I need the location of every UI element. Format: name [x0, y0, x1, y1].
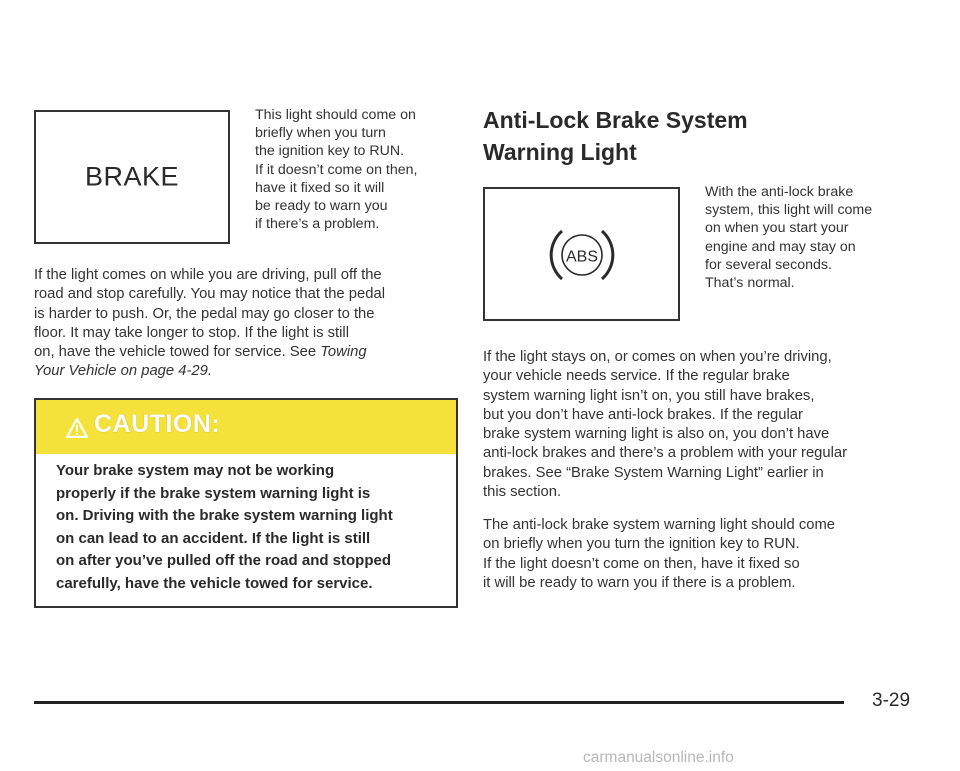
- cross-reference: Towing: [320, 344, 367, 361]
- abs-paragraph-1: [483, 348, 928, 502]
- caution-text: [56, 460, 446, 595]
- text-line: this section.: [483, 484, 562, 501]
- text-line: properly if the brake system warning light is: [56, 484, 371, 502]
- warning-triangle-icon: [66, 418, 88, 438]
- brake-paragraph: [34, 266, 464, 382]
- text-line: but you don’t have anti-lock brakes. If the regular: [483, 406, 803, 423]
- text-line: if there’s a problem.: [255, 216, 380, 233]
- text-line: If the light stays on, or comes on when you’re driving,: [483, 349, 832, 365]
- text-line: brakes. See “Brake System Warning Light” earlier in: [483, 464, 824, 481]
- text-line: be ready to warn you: [255, 198, 388, 215]
- abs-indicator-box: [483, 187, 680, 321]
- caution-title: CAUTION:: [94, 410, 221, 438]
- text-line: on after you’ve pulled off the road and stopped: [56, 552, 392, 569]
- brake-indicator-box: [34, 110, 230, 244]
- footer-rule: [34, 701, 844, 704]
- text-fragment: on, have the vehicle towed for service. See: [34, 344, 321, 361]
- heading-line: Anti-Lock Brake System: [483, 107, 748, 133]
- text-line: on can lead to an accident. If the light is still: [56, 529, 371, 547]
- text-line: This light should come on: [255, 107, 416, 123]
- abs-paragraph-2: [483, 516, 928, 593]
- brake-intro-text: [255, 106, 465, 233]
- page-number: 3-29: [872, 690, 911, 711]
- caution-header: [36, 400, 456, 454]
- text-line: The anti-lock brake system warning light should come: [483, 517, 835, 533]
- text-line: system warning light isn’t on, you still have brakes,: [483, 387, 815, 404]
- text-line: for several seconds.: [705, 256, 832, 273]
- abs-warning-icon: [546, 225, 618, 285]
- abs-intro-text: [705, 183, 925, 292]
- watermark: carmanualsonline.info: [583, 749, 734, 766]
- text-line: If the light doesn’t come on then, have it fixed so: [483, 555, 800, 572]
- text-line: [34, 362, 464, 381]
- text-line: briefly when you turn: [255, 125, 386, 142]
- text-line: engine and may stay on: [705, 238, 856, 255]
- text-line: on when you start your: [705, 220, 849, 237]
- text-line: With the anti-lock brake: [705, 184, 854, 200]
- text-line: is harder to push. Or, the pedal may go closer to the: [34, 305, 375, 322]
- text-line: it will be ready to warn you if there is a problem.: [483, 574, 796, 591]
- text-line: If the light comes on while you are driving, pull off the: [34, 267, 382, 283]
- text-line: carefully, have the vehicle towed for service.: [56, 574, 373, 592]
- text-line: That’s normal.: [705, 275, 795, 292]
- abs-icon-label: ABS: [565, 248, 599, 266]
- text-line: on briefly when you turn the ignition key to RUN.: [483, 536, 800, 553]
- text-line: If it doesn’t come on then,: [255, 161, 418, 178]
- text-line: your vehicle needs service. If the regular brake: [483, 368, 790, 385]
- text-line: floor. It may take longer to stop. If the light is still: [34, 324, 349, 341]
- text-line: the ignition key to RUN.: [255, 143, 405, 160]
- text-line: [34, 343, 464, 362]
- text-line: system, this light will come: [705, 202, 873, 219]
- text-line: anti-lock brakes and there’s a problem with your regular: [483, 445, 848, 462]
- cross-reference-cont: Your Vehicle on page 4-29.: [34, 363, 212, 380]
- section-heading: [483, 104, 923, 168]
- brake-indicator-label: BRAKE: [84, 161, 180, 192]
- text-line: brake system warning light is also on, you don’t have: [483, 426, 830, 443]
- text-line: have it fixed so it will: [255, 179, 385, 196]
- text-line: road and stop carefully. You may notice that the pedal: [34, 286, 385, 303]
- heading-line: Warning Light: [483, 139, 637, 165]
- text-line: Your brake system may not be working: [56, 462, 335, 479]
- caution-box: [34, 398, 458, 608]
- text-line: on. Driving with the brake system warning light: [56, 507, 393, 524]
